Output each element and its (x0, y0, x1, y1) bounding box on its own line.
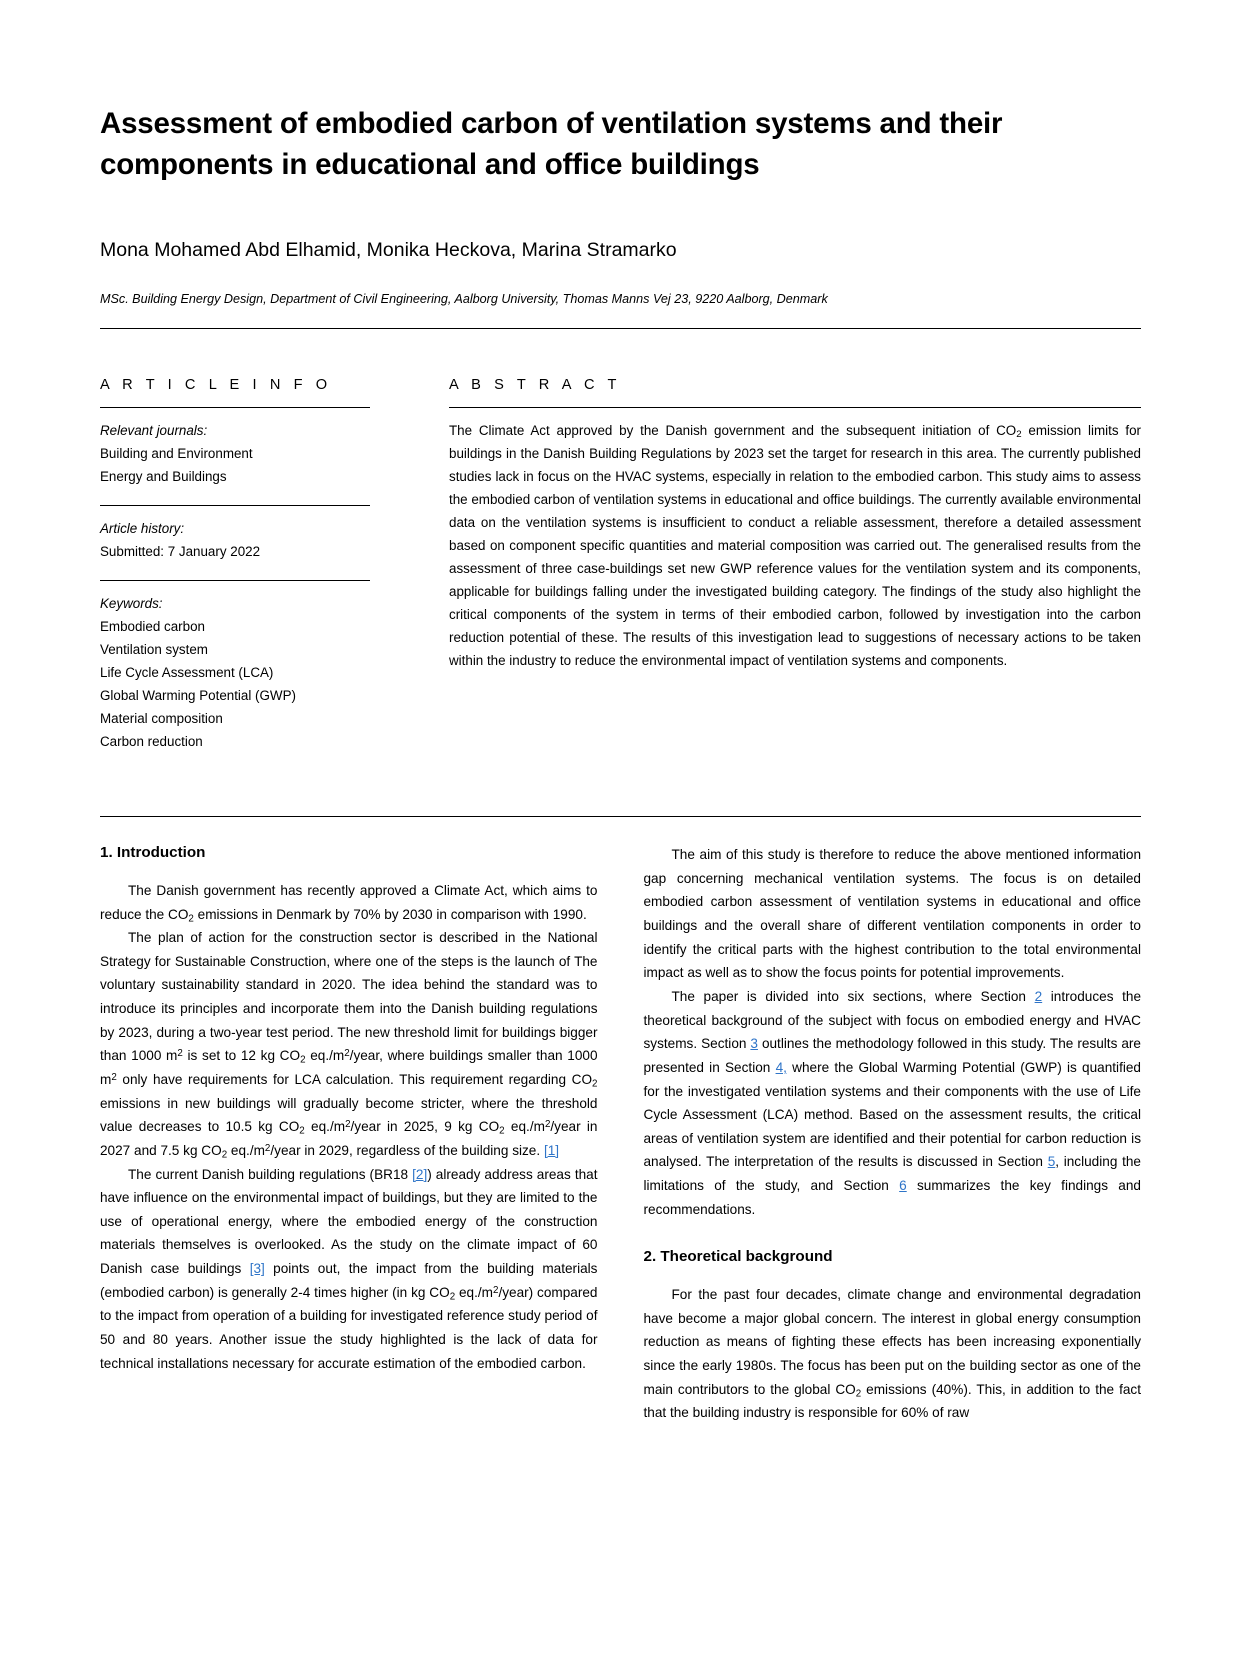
text-run: /year) compared to the impact from operation of a building for investigated reference study period of 50 and 80 years. Another issue the study highlighted is the lack of data for technical installations necessary for accurate estimation of the embodied carbon. (100, 1284, 598, 1371)
text-run: emissions (40%). This, in addition to the fact that the building industry is responsible for 60% of raw (643, 1381, 1141, 1421)
citation-link-1[interactable]: [1] (543, 1142, 560, 1158)
info-item: Submitted: 7 January 2022 (100, 543, 261, 559)
citation-link-3[interactable]: [3] (249, 1261, 265, 1277)
section-heading-introduction: 1. Introduction (100, 844, 206, 862)
superscript: 2 (492, 1284, 499, 1296)
subscript: 2 (592, 1078, 598, 1090)
abstract-subscript: 2 (1016, 428, 1022, 440)
intro-paragraph-1 (100, 879, 598, 926)
keyword-item: Life Cycle Assessment (LCA) (100, 664, 274, 680)
superscript: 2 (177, 1048, 183, 1060)
text-run: /year in 2029, regardless of the building size. (270, 1142, 544, 1158)
abstract-divider (449, 407, 1141, 408)
subscript: 2 (499, 1125, 505, 1137)
info-group-history (100, 505, 370, 563)
article-info-column (100, 377, 390, 771)
text-run: emissions in Denmark by 70% by 2030 in comparison with 1990. (193, 906, 587, 922)
keyword-item: Material composition (100, 711, 223, 727)
text-run: outlines the methodology followed in this study. The results are presented in Section (643, 1036, 1141, 1075)
subscript: 2 (449, 1291, 456, 1303)
text-run: introduces the theoretical background of the subject with focus on embodied energy and HVAC systems. Section (643, 988, 1142, 1052)
abstract-text (449, 419, 1141, 673)
page-title: Assessment of embodied carbon of ventilation systems and their components in educational and office buildings (100, 107, 1003, 182)
section-link-5[interactable]: 5 (1047, 1154, 1056, 1170)
abstract-part-2: emission limits for buildings in the Danish Building Regulations by 2023 set the target for research in this area. The currently published studies lack in focus on the HVAC systems, especially in relation to the embodied carbon. This study aims to assess the embodied carbon of ventilation systems in educational and office buildings. The currently available environmental data on the ventilation systems is insufficient to conduct a reliable assessment, therefore a detailed assessment based on component specific quantities and material composition was carried out. The generalised results from the assessment of three case-buildings set new GWP reference values for the ventilation system and its components, applicable for buildings falling under the investigated building category. The findings of the study also highlight the critical components of the system in terms of their embodied carbon, followed by investigation into the carbon reduction potential of these. The results of this investigation lead to suggestions of necessary actions to be taken within the industry to reduce the environmental impact of ventilation systems and components. (449, 422, 1141, 669)
text-run: ) already address areas that have influence on the environmental impact of buildings, but they are limited to the use of operational energy, where the embodied energy of the construction materials themselves is overlooked. As the study on the climate impact of 60 Danish case buildings (100, 1166, 598, 1277)
text-run: The current Danish building regulations (BR18 (128, 1166, 413, 1182)
text-run: /year, where buildings smaller than 1000 m (100, 1048, 598, 1087)
intro-paragraph-2 (100, 926, 598, 1162)
superscript: 2 (544, 1119, 551, 1131)
text-run: eq./m (227, 1142, 265, 1158)
text-run: The paper is divided into six sections, where Section (671, 988, 1035, 1004)
text-run: eq./m (304, 1119, 346, 1135)
body-column-left (100, 843, 598, 1425)
text-run: , including the limitations of the study, and Section (643, 1154, 1141, 1194)
text-run: eq./m (305, 1048, 345, 1064)
abstract-heading: A B S T R A C T (449, 376, 622, 393)
text-run: emissions in new buildings will gradually become stricter, where the threshold value decreases to 10.5 kg CO (100, 1095, 598, 1135)
info-item: Building and Environment (100, 445, 253, 461)
info-group-label: Keywords: (100, 595, 163, 611)
title-block (100, 0, 1141, 309)
abstract-part-1: The Climate Act approved by the Danish government and the subsequent initiation of CO (449, 422, 1017, 438)
keyword-item: Carbon reduction (100, 734, 203, 750)
text-run: points out, the impact from the building materials (embodied carbon) is generally 2-4 times higher (in kg CO (100, 1261, 598, 1300)
superscript: 2 (264, 1142, 271, 1154)
affiliation: MSc. Building Energy Design, Department of Civil Engineering, Aalborg University, Thomas Manns Vej 23, 9220 Aalborg, Denmark (100, 291, 828, 306)
keyword-item: Global Warming Potential (GWP) (100, 687, 296, 703)
text-run: is set to 12 kg CO (182, 1048, 301, 1064)
keyword-item: Ventilation system (100, 641, 208, 657)
section-heading-theoretical-background: 2. Theoretical background (643, 1248, 833, 1266)
info-divider (100, 407, 370, 408)
citation-link-2[interactable]: [2] (412, 1166, 428, 1182)
text-run: The plan of action for the construction sector is described in the National Strategy for Sustainable Construction, where one of the steps is the launch of The voluntary sustainability standard in 2020. The idea behind the standard was to introduce its principles and incorporate them into the Danish building regulations by 2023, during a two-year test period. The new threshold limit for buildings bigger than 1000 m (100, 930, 598, 1064)
section-link-3[interactable]: 3 (750, 1036, 758, 1052)
info-group-label: Article history: (100, 520, 185, 536)
intro-paragraph-3 (100, 1163, 598, 1376)
aim-paragraph-1: The aim of this study is therefore to reduce the above mentioned information gap concerning mechanical ventilation systems. The focus is on detailed embodied carbon assessment of ventilation systems in educational and office buildings and the overall share of different ventilation components in order to identify the critical parts with the highest contribution to the total environmental impact as well as to show the focus points for potential improvements. (643, 847, 1141, 981)
subscript: 2 (299, 1125, 305, 1137)
body-column-right (644, 843, 1142, 1425)
info-group-keywords (100, 580, 370, 753)
text-run: The Danish government has recently approved a Climate Act, which aims to reduce the CO (100, 882, 598, 922)
info-divider (100, 505, 370, 506)
info-item: Energy and Buildings (100, 468, 227, 484)
section-link-2[interactable]: 2 (1034, 988, 1043, 1004)
text-run: /year in 2025, 9 kg CO (350, 1119, 500, 1135)
superscript: 2 (111, 1071, 117, 1083)
theoretical-paragraph-1 (644, 1283, 1142, 1425)
aim-paragraph-2 (644, 985, 1142, 1221)
text-run: For the past four decades, climate change and environmental degradation have become a major global concern. The interest in global energy consumption reduction as means of fighting these effects has been increasing exponentially since the early 1980s. The focus has been put on the building sector as one of the main contributors to the global CO (643, 1287, 1141, 1397)
subscript: 2 (221, 1149, 228, 1161)
info-divider (100, 580, 370, 581)
keyword-item: Embodied carbon (100, 618, 205, 634)
subscript: 2 (300, 1054, 306, 1066)
text-run: summarizes the key findings and recommendations. (643, 1178, 1141, 1217)
info-group-label: Relevant journals: (100, 422, 208, 438)
body-columns (100, 817, 1141, 1425)
info-group-journals (100, 407, 370, 488)
author-list: Mona Mohamed Abd Elhamid, Monika Heckova, Marina Stramarko (100, 238, 677, 261)
section-link-4[interactable]: 4, (775, 1059, 787, 1075)
subscript: 2 (855, 1387, 862, 1399)
text-run: where the Global Warming Potential (GWP) is quantified for the investigated ventilation systems and their components with the use of Life Cycle Assessment (LCA) method. Based on the assessment results, the critical areas of ventilation system are identified and their potential for carbon reduction is analysed. The interpretation of the results is discussed in Section (643, 1059, 1141, 1170)
superscript: 2 (344, 1048, 350, 1060)
section-link-6[interactable]: 6 (899, 1178, 907, 1194)
subscript: 2 (188, 912, 194, 924)
text-run: only have requirements for LCA calculation. This requirement regarding CO (116, 1072, 593, 1087)
text-run: eq./m (504, 1119, 545, 1135)
superscript: 2 (345, 1119, 351, 1131)
info-abstract-region (100, 329, 1141, 771)
text-run: /year in 2027 and 7.5 kg CO (100, 1119, 598, 1158)
text-run: eq./m (455, 1284, 493, 1300)
abstract-column (390, 377, 1141, 673)
article-info-heading: A R T I C L E I N F O (100, 376, 332, 393)
